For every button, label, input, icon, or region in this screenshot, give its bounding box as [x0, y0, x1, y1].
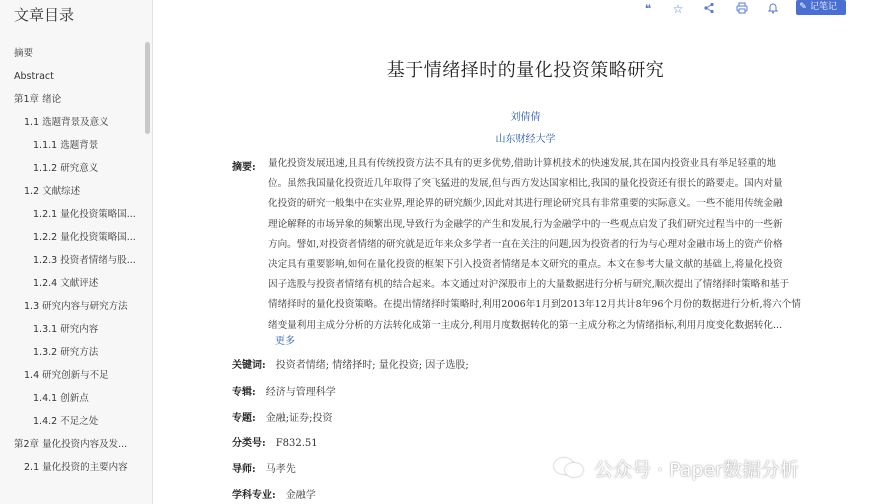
meta-row — [232, 434, 318, 449]
toc-title: 文章目录 — [14, 6, 75, 24]
toc-item[interactable]: 1.3.2 研究方法 — [33, 347, 99, 358]
toc-item[interactable]: 第2章 量化投资内容及发... — [14, 439, 128, 450]
toc-item[interactable]: 1.1.1 选题背景 — [33, 140, 99, 151]
toc-item[interactable]: 1.2.3 投资者情绪与股... — [33, 255, 136, 266]
affiliation-link[interactable]: 山东财经大学 — [495, 134, 556, 145]
meta-value[interactable]: 投资者情绪; 情绪择时; 量化投资; 因子选股; — [275, 360, 469, 371]
meta-value[interactable]: F832.51 — [275, 438, 318, 449]
meta-label: 学科专业: — [232, 490, 276, 501]
toc-item[interactable]: 1.4.1 创新点 — [33, 393, 89, 404]
star-icon[interactable]: ☆ — [672, 2, 684, 16]
meta-label: 关键词: — [232, 360, 266, 371]
meta-row — [232, 383, 336, 398]
meta-row — [232, 460, 296, 475]
abstract-line: 量化投资发展迅速,且具有传统投资方法不具有的更多优势,借助计算机技术的快速发展,其在国内投资业具有举足轻重的地 — [268, 158, 777, 169]
share-icon[interactable] — [702, 2, 716, 16]
more-link[interactable]: 更多 — [275, 336, 295, 347]
meta-row — [232, 409, 332, 424]
toc-item[interactable]: 1.1.2 研究意义 — [33, 163, 99, 174]
toc-scrollbar[interactable] — [145, 42, 150, 134]
meta-row — [232, 486, 316, 501]
abstract-line: 绪变量利用主成分分析的方法转化成第一主成分,利用月度数据转化的第一主成分称之为情绪指标,利用月度变化数据转化... — [268, 319, 783, 331]
toc-item[interactable]: Abstract — [14, 71, 54, 82]
wechat-icon — [554, 456, 586, 480]
toc-item[interactable]: 摘要 — [14, 48, 34, 59]
abstract-line: 方向。譬如,对投资者情绪的研究就是近年来众多学者一直在关注的问题,因为投资者的行为与心理对金融市场上的资产价格 — [268, 238, 783, 250]
abstract-line: 情绪择时的量化投资策略。在提出情绪择时策略时,利用2006年1月到2013年12月共计8年96个月份的数据进行分析,将六个情 — [268, 299, 801, 311]
meta-label: 专辑: — [232, 387, 256, 398]
toc-item[interactable]: 第1章 绪论 — [14, 94, 62, 105]
abstract-line: 理论解释的市场异象的频繁出现,导致行为金融学的产生和发展,行为金融学中的一些观点启发了我们研究过程当中的一些新 — [268, 218, 783, 230]
take-note-button[interactable] — [796, 0, 846, 15]
meta-label: 专题: — [232, 413, 256, 424]
toc-item[interactable]: 1.4.2 不足之处 — [33, 416, 99, 427]
toc-item[interactable]: 1.4 研究创新与不足 — [24, 370, 109, 381]
toc-sidebar — [0, 0, 153, 504]
meta-value[interactable]: 马孝先 — [265, 464, 296, 475]
toc-item[interactable]: 1.2 文献综述 — [24, 186, 81, 197]
toc-item[interactable]: 1.2.4 文献评述 — [33, 278, 99, 289]
toc-item[interactable]: 1.2.2 量化投资策略国... — [33, 232, 136, 243]
abstract-line: 化投资的研究一般集中在实业界,理论界的研究颇少,因此对其进行理论研究具有非常重要的实际意义。一些不能用传统金融 — [268, 198, 783, 210]
watermark-text: 公众号 · Paper数据分析 — [594, 458, 799, 481]
abstract-line: 决定具有重要影响,如何在量化投资的框架下引入投资者情绪是本文研究的重点。本文在参考大量文献的基础上,将量化投资 — [268, 259, 783, 271]
meta-value[interactable]: 金融学 — [285, 490, 316, 501]
print-icon[interactable] — [735, 2, 749, 16]
abstract-line: 因子选股与投资者情绪有机的结合起来。本文通过对沪深股市上的大量数据进行分析与研究,顺次提出了情绪择时策略和基于 — [268, 279, 790, 291]
take-note-label: 记笔记 — [810, 2, 838, 12]
pen-icon: ✎ — [799, 2, 807, 12]
quote-icon[interactable]: ❝ — [644, 2, 652, 16]
meta-value[interactable]: 金融;证券;投资 — [265, 413, 333, 424]
bell-icon[interactable] — [766, 2, 780, 16]
toc-item[interactable]: 1.1 选题背景及意义 — [24, 117, 109, 128]
abstract-text — [268, 154, 853, 336]
toc-item[interactable]: 1.2.1 量化投资策略国... — [33, 209, 136, 220]
watermark — [554, 454, 799, 482]
toc-item[interactable]: 1.3.1 研究内容 — [33, 324, 99, 335]
toc-item[interactable]: 2.1 量化投资的主要内容 — [24, 462, 128, 473]
toc-item[interactable]: 1.3 研究内容与研究方法 — [24, 301, 128, 312]
meta-value[interactable]: 经济与管理科学 — [265, 387, 336, 398]
toc-list — [0, 42, 145, 479]
paper-title: 基于情绪择时的量化投资策略研究 — [386, 60, 665, 81]
meta-label: 分类号: — [232, 438, 266, 449]
author-link[interactable]: 刘倩倩 — [510, 112, 541, 123]
abstract-line: 位。虽然我国量化投资近几年取得了突飞猛进的发展,但与西方发达国家相比,我国的量化投资还有很长的路要走。国内对量 — [268, 178, 783, 190]
abstract-label: 摘要: — [232, 162, 256, 173]
meta-label: 导师: — [232, 464, 256, 475]
meta-row — [232, 356, 469, 371]
